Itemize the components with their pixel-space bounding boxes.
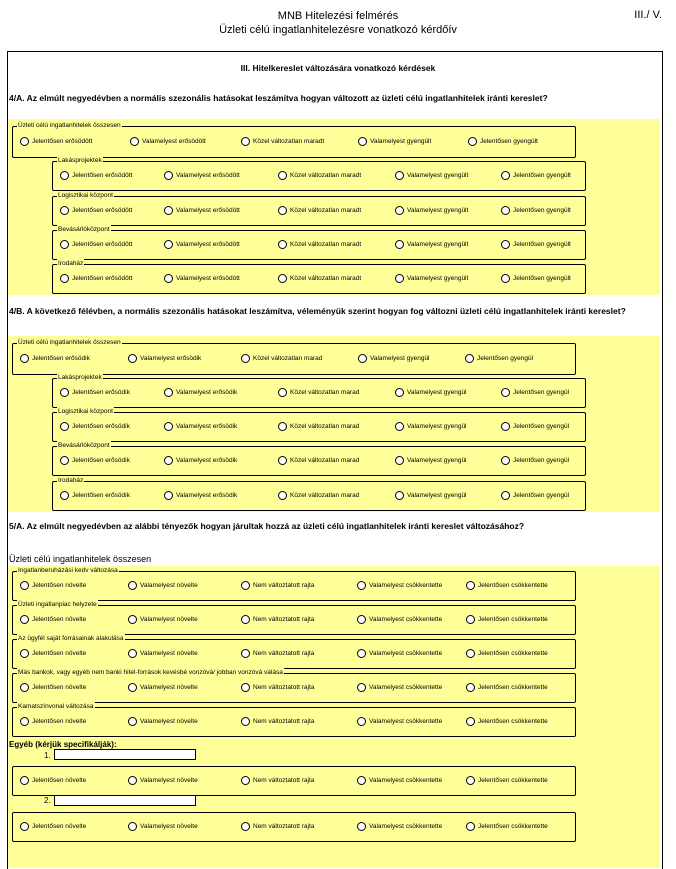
radio-option[interactable] bbox=[278, 491, 359, 500]
q4a-question: 4/A. Az elmúlt negyedévben a normális szezonális hatásokat leszámítva hogyan változott az üzleti célú ingatlanhitelek iránti kereslet? bbox=[9, 93, 548, 103]
radio-option[interactable] bbox=[278, 171, 361, 180]
radio-label: Nem változtatott rajta bbox=[253, 777, 315, 784]
radio-option[interactable] bbox=[278, 206, 361, 215]
radio-button[interactable] bbox=[241, 615, 250, 624]
radio-label: Valamelyest csökkentette bbox=[369, 582, 443, 589]
radio-option[interactable] bbox=[395, 491, 467, 500]
radio-option[interactable] bbox=[128, 717, 198, 726]
radio-button[interactable] bbox=[60, 274, 69, 283]
radio-label: Jelentősen gyengült bbox=[513, 275, 571, 282]
radio-button[interactable] bbox=[241, 581, 250, 590]
radio-label: Közel változatlan marad bbox=[290, 389, 360, 396]
other-item-2-label: 2. bbox=[44, 796, 51, 805]
radio-button[interactable] bbox=[20, 717, 29, 726]
radio-button[interactable] bbox=[241, 683, 250, 692]
radio-option[interactable] bbox=[357, 581, 442, 590]
radio-option[interactable] bbox=[465, 354, 533, 363]
radio-option[interactable] bbox=[241, 649, 314, 658]
radio-button[interactable] bbox=[241, 776, 250, 785]
radio-option[interactable] bbox=[395, 274, 468, 283]
q5a-question: 5/A. Az elmúlt negyedévben az alábbi tényezők hogyan járultak hozzá az üzleti célú ingatlanhitelek iránti kereslet változásához? bbox=[9, 521, 525, 531]
radio-option[interactable] bbox=[501, 206, 571, 215]
radio-button[interactable] bbox=[128, 649, 137, 658]
other-item-1-label: 1. bbox=[44, 751, 51, 760]
radio-button[interactable] bbox=[465, 354, 474, 363]
radio-button[interactable] bbox=[466, 822, 475, 831]
radio-label: Valamelyest erősödik bbox=[176, 492, 238, 499]
radio-label: Jelentősen gyengül bbox=[513, 389, 570, 396]
radio-label: Jelentősen erősödik bbox=[72, 492, 130, 499]
radio-option[interactable] bbox=[164, 491, 237, 500]
radio-label: Jelentősen erősödött bbox=[72, 207, 133, 214]
radio-button[interactable] bbox=[20, 615, 29, 624]
radio-label: Nem változtatott rajta bbox=[253, 823, 315, 830]
radio-label: Jelentősen csökkentette bbox=[478, 823, 548, 830]
radio-option[interactable] bbox=[128, 649, 198, 658]
radio-button[interactable] bbox=[164, 388, 173, 397]
radio-button[interactable] bbox=[20, 822, 29, 831]
radio-button[interactable] bbox=[466, 649, 475, 658]
radio-label: Valamelyest gyengült bbox=[407, 241, 469, 248]
radio-label: Jelentősen csökkentette bbox=[478, 718, 548, 725]
radio-button[interactable] bbox=[164, 422, 173, 431]
radio-label: Valamelyest gyengült bbox=[407, 275, 469, 282]
radio-button[interactable] bbox=[501, 206, 510, 215]
radio-label: Jelentősen csökkentette bbox=[478, 650, 548, 657]
radio-option[interactable] bbox=[395, 171, 468, 180]
radio-button[interactable] bbox=[501, 491, 510, 500]
radio-label: Valamelyest csökkentette bbox=[369, 650, 443, 657]
radio-button[interactable] bbox=[278, 171, 287, 180]
radio-option[interactable] bbox=[164, 274, 240, 283]
radio-button[interactable] bbox=[60, 206, 69, 215]
radio-label: Jelentősen erősödik bbox=[72, 423, 130, 430]
radio-button[interactable] bbox=[395, 456, 404, 465]
radio-button[interactable] bbox=[466, 717, 475, 726]
radio-button[interactable] bbox=[278, 274, 287, 283]
radio-button[interactable] bbox=[466, 581, 475, 590]
radio-label: Jelentősen gyengül bbox=[513, 457, 570, 464]
radio-option[interactable] bbox=[128, 822, 198, 831]
radio-button[interactable] bbox=[60, 240, 69, 249]
radio-label: Jelentősen gyengült bbox=[513, 172, 571, 179]
radio-button[interactable] bbox=[501, 456, 510, 465]
radio-button[interactable] bbox=[241, 137, 250, 146]
radio-label: Közel változatlan marad bbox=[253, 355, 323, 362]
radio-option[interactable] bbox=[60, 240, 132, 249]
radio-label: Közel változatlan maradt bbox=[290, 241, 362, 248]
radio-label: Jelentősen erősödött bbox=[32, 138, 93, 145]
radio-option[interactable] bbox=[20, 137, 92, 146]
survey-title: MNB Hitelezési felmérés bbox=[277, 10, 399, 22]
radio-option[interactable] bbox=[164, 240, 240, 249]
radio-button[interactable] bbox=[60, 388, 69, 397]
radio-button[interactable] bbox=[164, 456, 173, 465]
radio-button[interactable] bbox=[501, 274, 510, 283]
radio-button[interactable] bbox=[395, 274, 404, 283]
radio-option[interactable] bbox=[466, 822, 548, 831]
radio-button[interactable] bbox=[60, 456, 69, 465]
radio-label: Jelentősen erősödik bbox=[72, 389, 130, 396]
radio-button[interactable] bbox=[60, 422, 69, 431]
radio-label: Valamelyest erősödik bbox=[176, 457, 238, 464]
radio-button[interactable] bbox=[501, 240, 510, 249]
radio-label: Közel változatlan marad bbox=[290, 457, 360, 464]
radio-button[interactable] bbox=[20, 683, 29, 692]
radio-button[interactable] bbox=[128, 822, 137, 831]
radio-option[interactable] bbox=[501, 456, 569, 465]
group-legend: Az ügyfél saját forrásainak alakulása bbox=[18, 635, 124, 642]
radio-button[interactable] bbox=[128, 683, 137, 692]
radio-button[interactable] bbox=[357, 615, 366, 624]
radio-option[interactable] bbox=[20, 581, 86, 590]
radio-button[interactable] bbox=[466, 615, 475, 624]
radio-label: Valamelyest erősödik bbox=[176, 389, 238, 396]
radio-option[interactable] bbox=[60, 422, 130, 431]
radio-button[interactable] bbox=[20, 137, 29, 146]
radio-option[interactable] bbox=[395, 456, 467, 465]
radio-option[interactable] bbox=[128, 615, 198, 624]
radio-label: Jelentősen gyengült bbox=[513, 207, 571, 214]
group-legend: Üzleti ingatlanpiac helyzete bbox=[18, 601, 97, 608]
radio-option[interactable] bbox=[357, 776, 442, 785]
radio-button[interactable] bbox=[395, 491, 404, 500]
radio-button[interactable] bbox=[128, 717, 137, 726]
group-legend: Ingatlanberuházási kedv változása bbox=[18, 567, 118, 574]
radio-button[interactable] bbox=[278, 388, 287, 397]
radio-option[interactable] bbox=[241, 615, 314, 624]
group-legend: Irodaház bbox=[58, 260, 84, 267]
radio-option[interactable] bbox=[278, 422, 359, 431]
radio-option[interactable] bbox=[468, 137, 538, 146]
survey-subtitle: Üzleti célú ingatlanhitelezésre vonatkozó kérdőív bbox=[219, 24, 457, 36]
radio-label: Valamelyest erősödik bbox=[140, 355, 202, 362]
radio-label: Jelentősen csökkentette bbox=[478, 582, 548, 589]
radio-label: Jelentősen növelte bbox=[32, 616, 87, 623]
radio-button[interactable] bbox=[357, 822, 366, 831]
group-legend: Irodaház bbox=[58, 477, 84, 484]
radio-option[interactable] bbox=[358, 137, 431, 146]
radio-label: Jelentősen csökkentette bbox=[478, 777, 548, 784]
group-legend: Lakásprojektek bbox=[58, 157, 102, 164]
radio-button[interactable] bbox=[60, 491, 69, 500]
group-legend: Logisztikai központ bbox=[58, 408, 113, 415]
radio-label: Valamelyest gyengül bbox=[407, 423, 467, 430]
radio-button[interactable] bbox=[241, 354, 250, 363]
radio-button[interactable] bbox=[164, 491, 173, 500]
radio-label: Valamelyest gyengül bbox=[407, 492, 467, 499]
radio-button[interactable] bbox=[395, 171, 404, 180]
radio-button[interactable] bbox=[358, 354, 367, 363]
radio-button[interactable] bbox=[395, 206, 404, 215]
radio-button[interactable] bbox=[358, 137, 367, 146]
q5a-subheading: Üzleti célú ingatlanhitelek összesen bbox=[9, 554, 152, 564]
radio-button[interactable] bbox=[130, 137, 139, 146]
radio-button[interactable] bbox=[278, 456, 287, 465]
radio-button[interactable] bbox=[164, 240, 173, 249]
radio-button[interactable] bbox=[357, 581, 366, 590]
radio-option[interactable] bbox=[20, 776, 86, 785]
radio-option[interactable] bbox=[20, 649, 86, 658]
radio-option[interactable] bbox=[60, 171, 132, 180]
radio-button[interactable] bbox=[164, 206, 173, 215]
radio-option[interactable] bbox=[501, 388, 569, 397]
radio-button[interactable] bbox=[241, 649, 250, 658]
radio-label: Valamelyest erősödött bbox=[176, 275, 240, 282]
radio-button[interactable] bbox=[395, 422, 404, 431]
q4b-question: 4/B. A következő félévben, a normális szezonális hatásokat leszámítva, véleményük szerint hogyan fog változni üzleti célú ingatlanhitelek iránti kereslet? bbox=[9, 306, 626, 316]
radio-label: Valamelyest növelte bbox=[140, 616, 198, 623]
radio-button[interactable] bbox=[278, 491, 287, 500]
radio-option[interactable] bbox=[128, 683, 198, 692]
radio-button[interactable] bbox=[164, 171, 173, 180]
radio-label: Nem változtatott rajta bbox=[253, 650, 315, 657]
radio-label: Közel változatlan marad bbox=[290, 423, 360, 430]
radio-button[interactable] bbox=[20, 354, 29, 363]
radio-button[interactable] bbox=[466, 776, 475, 785]
radio-button[interactable] bbox=[241, 717, 250, 726]
radio-label: Nem változtatott rajta bbox=[253, 718, 315, 725]
radio-label: Nem változtatott rajta bbox=[253, 684, 315, 691]
radio-label: Jelentősen gyengül bbox=[513, 492, 570, 499]
radio-button[interactable] bbox=[501, 422, 510, 431]
radio-label: Valamelyest csökkentette bbox=[369, 777, 443, 784]
radio-option[interactable] bbox=[241, 137, 324, 146]
other-label: Egyéb (kérjük specifikálják): bbox=[9, 740, 117, 749]
radio-option[interactable] bbox=[164, 171, 240, 180]
radio-option[interactable] bbox=[278, 274, 361, 283]
radio-option[interactable] bbox=[20, 615, 86, 624]
radio-label: Nem változtatott rajta bbox=[253, 582, 315, 589]
radio-option[interactable] bbox=[241, 683, 314, 692]
radio-button[interactable] bbox=[395, 388, 404, 397]
radio-label: Jelentősen növelte bbox=[32, 582, 87, 589]
radio-label: Közel változatlan maradt bbox=[290, 172, 362, 179]
radio-option[interactable] bbox=[358, 354, 430, 363]
radio-label: Jelentősen gyengül bbox=[477, 355, 534, 362]
radio-button[interactable] bbox=[357, 776, 366, 785]
radio-option[interactable] bbox=[20, 717, 86, 726]
radio-option[interactable] bbox=[357, 717, 442, 726]
radio-button[interactable] bbox=[278, 422, 287, 431]
radio-option[interactable] bbox=[164, 422, 237, 431]
radio-label: Közel változatlan marad bbox=[290, 492, 360, 499]
radio-label: Jelentősen gyengült bbox=[513, 241, 571, 248]
radio-option[interactable] bbox=[466, 581, 548, 590]
other-input-2[interactable] bbox=[54, 795, 196, 806]
radio-button[interactable] bbox=[278, 240, 287, 249]
radio-option[interactable] bbox=[164, 206, 240, 215]
radio-label: Valamelyest gyengült bbox=[407, 172, 469, 179]
radio-option[interactable] bbox=[357, 683, 442, 692]
radio-button[interactable] bbox=[128, 581, 137, 590]
radio-label: Jelentősen erősödött bbox=[72, 241, 133, 248]
radio-option[interactable] bbox=[241, 776, 314, 785]
radio-label: Valamelyest gyengül bbox=[407, 389, 467, 396]
group-legend: Bevásárlóközpont bbox=[58, 226, 110, 233]
radio-label: Valamelyest gyengül bbox=[370, 355, 430, 362]
radio-button[interactable] bbox=[395, 240, 404, 249]
radio-button[interactable] bbox=[357, 717, 366, 726]
radio-option[interactable] bbox=[466, 717, 548, 726]
radio-option[interactable] bbox=[357, 649, 442, 658]
group-legend: Üzleti célú ingatlanhitelek összesen bbox=[18, 339, 121, 346]
radio-button[interactable] bbox=[20, 776, 29, 785]
radio-option[interactable] bbox=[20, 683, 86, 692]
radio-button[interactable] bbox=[501, 171, 510, 180]
radio-button[interactable] bbox=[501, 388, 510, 397]
radio-button[interactable] bbox=[164, 274, 173, 283]
radio-option[interactable] bbox=[395, 388, 467, 397]
radio-button[interactable] bbox=[128, 615, 137, 624]
radio-label: Közel változatlan maradt bbox=[290, 207, 362, 214]
group-legend: Bevásárlóközpont bbox=[58, 442, 110, 449]
radio-option[interactable] bbox=[60, 274, 132, 283]
radio-option[interactable] bbox=[60, 206, 132, 215]
radio-button[interactable] bbox=[357, 683, 366, 692]
radio-button[interactable] bbox=[60, 171, 69, 180]
radio-label: Jelentősen növelte bbox=[32, 684, 87, 691]
radio-label: Jelentősen csökkentette bbox=[478, 684, 548, 691]
radio-label: Közel változatlan maradt bbox=[253, 138, 325, 145]
radio-label: Valamelyest növelte bbox=[140, 582, 198, 589]
radio-label: Valamelyest erősödött bbox=[176, 241, 240, 248]
radio-option[interactable] bbox=[395, 240, 468, 249]
radio-label: Valamelyest gyengül bbox=[407, 457, 467, 464]
radio-option[interactable] bbox=[395, 206, 468, 215]
group-legend: Kamatszínvonal változása bbox=[18, 703, 94, 710]
radio-option[interactable] bbox=[501, 274, 571, 283]
radio-label: Valamelyest gyengült bbox=[370, 138, 432, 145]
radio-option[interactable] bbox=[60, 456, 130, 465]
group-legend: Lakásprojektek bbox=[58, 374, 102, 381]
radio-option[interactable] bbox=[128, 776, 198, 785]
radio-label: Jelentősen növelte bbox=[32, 823, 87, 830]
radio-option[interactable] bbox=[241, 717, 314, 726]
radio-label: Valamelyest csökkentette bbox=[369, 718, 443, 725]
radio-option[interactable] bbox=[395, 422, 467, 431]
radio-option[interactable] bbox=[278, 240, 361, 249]
radio-label: Valamelyest növelte bbox=[140, 777, 198, 784]
group-legend: Logisztikai központ bbox=[58, 192, 113, 199]
radio-option[interactable] bbox=[60, 388, 130, 397]
radio-option[interactable] bbox=[501, 240, 571, 249]
radio-label: Valamelyest növelte bbox=[140, 650, 198, 657]
radio-option[interactable] bbox=[128, 354, 201, 363]
radio-option[interactable] bbox=[278, 388, 359, 397]
radio-option[interactable] bbox=[164, 456, 237, 465]
radio-option[interactable] bbox=[241, 354, 322, 363]
radio-label: Jelentősen növelte bbox=[32, 650, 87, 657]
radio-label: Valamelyest növelte bbox=[140, 718, 198, 725]
group-legend: Más bankok, vagy egyéb nem banki hitel-források kevésbé vonzóvá/ jobban vonzóvá válása bbox=[18, 669, 283, 676]
radio-button[interactable] bbox=[241, 822, 250, 831]
radio-option[interactable] bbox=[501, 171, 571, 180]
radio-option[interactable] bbox=[164, 388, 237, 397]
section-title: III. Hitelkereslet változására vonatkozó kérdések bbox=[240, 63, 436, 73]
radio-label: Jelentősen gyengült bbox=[480, 138, 538, 145]
radio-button[interactable] bbox=[357, 649, 366, 658]
radio-option[interactable] bbox=[20, 822, 86, 831]
radio-label: Jelentősen erősödik bbox=[32, 355, 90, 362]
radio-option[interactable] bbox=[466, 683, 548, 692]
radio-option[interactable] bbox=[128, 581, 198, 590]
radio-label: Jelentősen növelte bbox=[32, 718, 87, 725]
radio-label: Jelentősen csökkentette bbox=[478, 616, 548, 623]
page-number: III./ V. bbox=[634, 9, 662, 21]
radio-option[interactable] bbox=[357, 615, 442, 624]
radio-label: Közel változatlan maradt bbox=[290, 275, 362, 282]
radio-option[interactable] bbox=[466, 615, 548, 624]
radio-option[interactable] bbox=[241, 581, 314, 590]
radio-label: Valamelyest erősödik bbox=[176, 423, 238, 430]
radio-option[interactable] bbox=[357, 822, 442, 831]
radio-button[interactable] bbox=[128, 776, 137, 785]
radio-label: Jelentősen erősödött bbox=[72, 275, 133, 282]
radio-label: Valamelyest erősödött bbox=[176, 207, 240, 214]
radio-option[interactable] bbox=[20, 354, 90, 363]
radio-label: Jelentősen gyengül bbox=[513, 423, 570, 430]
radio-option[interactable] bbox=[466, 649, 548, 658]
radio-label: Valamelyest erősödött bbox=[142, 138, 206, 145]
radio-button[interactable] bbox=[466, 683, 475, 692]
radio-button[interactable] bbox=[278, 206, 287, 215]
radio-label: Valamelyest növelte bbox=[140, 684, 198, 691]
radio-option[interactable] bbox=[278, 456, 359, 465]
radio-label: Valamelyest gyengült bbox=[407, 207, 469, 214]
radio-label: Nem változtatott rajta bbox=[253, 616, 315, 623]
radio-button[interactable] bbox=[20, 581, 29, 590]
group-legend: Üzleti célú ingatlanhitelek összesen bbox=[18, 122, 121, 129]
radio-option[interactable] bbox=[501, 422, 569, 431]
radio-label: Valamelyest erősödött bbox=[176, 172, 240, 179]
radio-option[interactable] bbox=[501, 491, 569, 500]
radio-option[interactable] bbox=[241, 822, 314, 831]
radio-label: Jelentősen erősödik bbox=[72, 457, 130, 464]
other-input-1[interactable] bbox=[54, 749, 196, 760]
radio-button[interactable] bbox=[20, 649, 29, 658]
radio-option[interactable] bbox=[60, 491, 130, 500]
radio-label: Valamelyest csökkentette bbox=[369, 823, 443, 830]
radio-button[interactable] bbox=[128, 354, 137, 363]
radio-option[interactable] bbox=[466, 776, 548, 785]
radio-label: Jelentősen erősödött bbox=[72, 172, 133, 179]
radio-option[interactable] bbox=[130, 137, 206, 146]
radio-button[interactable] bbox=[468, 137, 477, 146]
radio-label: Valamelyest növelte bbox=[140, 823, 198, 830]
radio-label: Valamelyest csökkentette bbox=[369, 616, 443, 623]
radio-label: Valamelyest csökkentette bbox=[369, 684, 443, 691]
radio-label: Jelentősen növelte bbox=[32, 777, 87, 784]
